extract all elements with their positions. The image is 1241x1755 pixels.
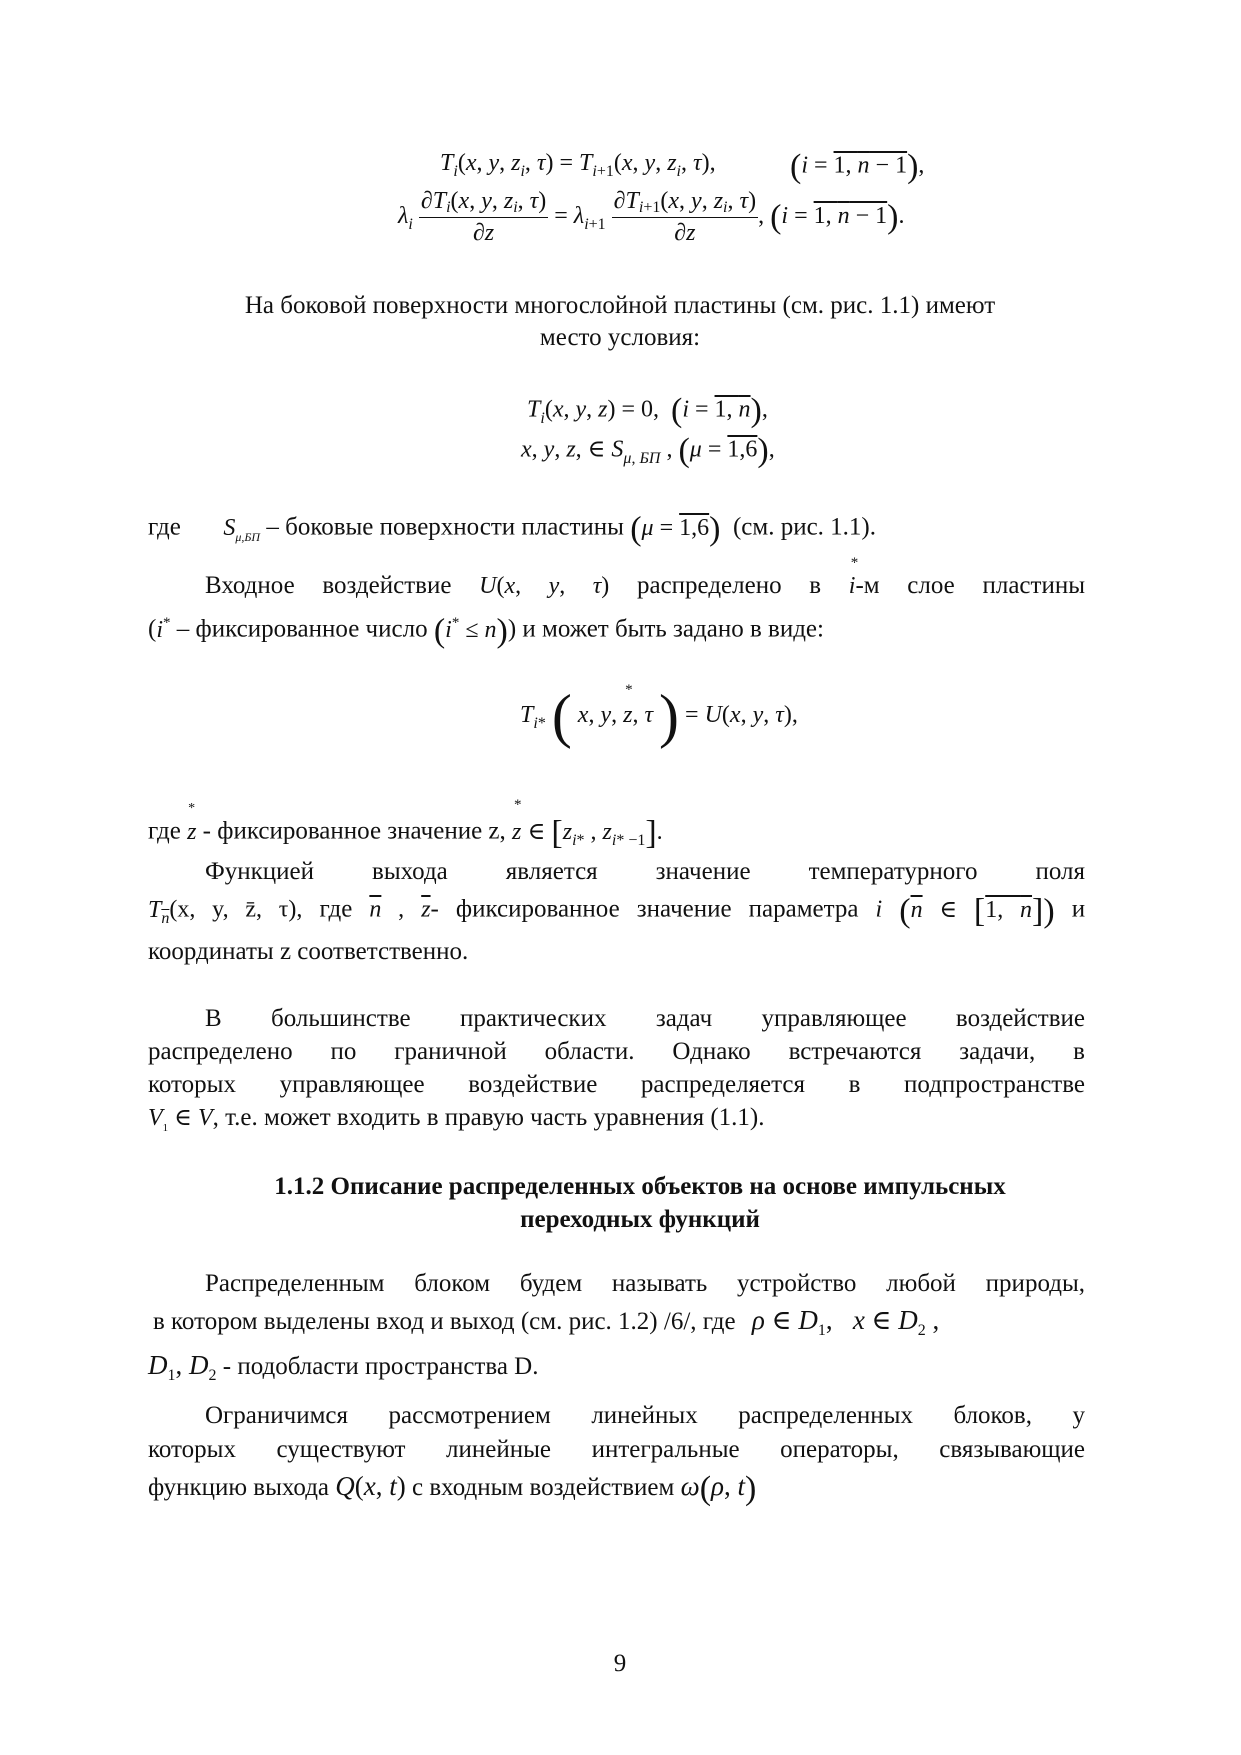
text-input-influence: Входное воздействие bbox=[205, 572, 452, 599]
paragraph-line: На боковой поверхности многослойной пластины (см. рис. 1.1) имеют bbox=[244, 292, 996, 319]
text-see-figure: (см. рис. 1.1). bbox=[732, 513, 877, 541]
text-layer: -м слое пластины bbox=[855, 572, 1086, 599]
paragraph-line: которых управляющее воздействие распределяется в подпространстве bbox=[148, 1071, 1085, 1098]
limit-line-1: Ограничимся рассмотрением линейных распределенных блоков, у bbox=[205, 1402, 1085, 1429]
text-side-surfaces: – боковые поверхности пластины bbox=[266, 513, 624, 541]
paragraph-line: место условия: bbox=[539, 324, 701, 351]
equation-continuity-temperature: $T_i(x$, y, $z_i$, $\tau) = T_{i+1}(x$, y, $z_i$, τ), bbox=[440, 150, 716, 180]
paragraph-line: В большинстве практических задач управляющее воздействие bbox=[205, 1005, 1085, 1032]
section-heading bbox=[140, 1170, 1140, 1236]
equation-boundary-zero: $T_i(x$, y, z) = 0, (i = 1, n), bbox=[527, 392, 768, 429]
text-fixed-z: - фиксированное значение z, bbox=[202, 817, 506, 845]
equation-boundary-surface: x, y, z, ∈ $S_{\mu, БП}$ , (μ = 1,6), bbox=[521, 432, 775, 469]
block-line-3: $D_1$, $D_2$ - подобласти пространства D. bbox=[148, 1350, 539, 1384]
paragraph-line: распределено по граничной области. Однако встречаются задачи, в bbox=[148, 1038, 1085, 1065]
text-and: и bbox=[1071, 895, 1086, 923]
text-block-definition: в котором выделены вход и выход (см. рис. 1.2) /6/, где bbox=[153, 1308, 736, 1335]
paragraph-side-surface bbox=[140, 290, 1100, 354]
text-right-side: , т.е. может входить в правую часть уравнения (1.1). bbox=[212, 1104, 765, 1131]
heading-line: 1.1.2 Описание распределенных объектов на основе импульсных bbox=[274, 1173, 1006, 1200]
text-arguments: (x, y, z̄, τ), bbox=[169, 896, 303, 923]
text-where: где bbox=[319, 895, 353, 923]
output-line-2: $T_{\overline{n}}(x$, y, z̄, τ), где $\overline{n}$ , $\overline{z}-$ фиксированное значение параметра i ($\overline{n}$ ∈ [1, n]) и bbox=[148, 892, 1086, 929]
where-surfaces-line: где $S_{\mu,БП}$ – боковые поверхности пластины (μ = 1,6) (см. рис. 1.1). bbox=[148, 510, 877, 547]
paragraph-line: $V_1$ ∈ V, т.е. может входить в правую часть уравнения (1.1). bbox=[148, 1104, 765, 1134]
input-line-1: Входное воздействие U(x, y, τ) распределено в i * -м слое пластины bbox=[205, 555, 1086, 599]
page-number: 9 bbox=[613, 1650, 627, 1677]
equation-continuity-flux: $\lambda_i$ $\frac{\partial Ti(x, y, zi, \tau)}{\partial z}$ = $\lambda_{i+1}$ $\frac{\partial Ti+1(x, y, zi, \tau)}{\partial z}$ , (i = 1, n − 1). bbox=[398, 188, 905, 246]
text-paren: ( bbox=[148, 615, 157, 643]
limit-line-3: функцию выхода Q(x, t) с входным воздействием ω(ρ, t) bbox=[148, 1470, 757, 1507]
text-fixed-number: – фиксированное число bbox=[176, 615, 428, 643]
text-where: где bbox=[148, 817, 181, 845]
text-output-function: функцию выхода bbox=[148, 1474, 330, 1502]
text-with-input: с входным воздействием bbox=[412, 1474, 675, 1502]
block-line-2: в котором выделены вход и выход (см. рис. 1.2) /6/, где ρ ∈ $D_1$, x ∈ $D_2$ , bbox=[153, 1305, 940, 1339]
output-line-3: координаты z соответственно. bbox=[148, 938, 469, 965]
input-line-2: (i* – фиксированное число (i* ≤ n)) и может быть задано в виде: bbox=[148, 612, 824, 649]
text-subdomains: - подобласти пространства D. bbox=[222, 1353, 539, 1380]
paragraph-control-action bbox=[148, 1002, 1085, 1139]
where-fixed-z-line: где z * - фиксированное значение z, z * ∈ [$z_{i*}$ , $z_{i* -1}$]. bbox=[148, 796, 663, 851]
text-can-be-given: ) и может быть задано в виде: bbox=[507, 615, 824, 643]
text-distributed-in: распределено в bbox=[636, 572, 822, 599]
heading-line: переходных функций bbox=[520, 1206, 760, 1233]
equation-range-1: (i = 1, n − 1), bbox=[790, 148, 925, 185]
text-output-function: Функцией выхода является значение температурного поля bbox=[205, 858, 1085, 885]
text-fixed-parameter: - фиксированное значение параметра bbox=[430, 895, 859, 923]
output-line-1 bbox=[205, 858, 1085, 886]
equation-input: $T_{i*}$ ( x, y, z * , τ ) = U(x, y, τ), bbox=[520, 682, 798, 749]
limit-line-2: которых существуют линейные интегральные операторы, связывающие bbox=[148, 1436, 1085, 1463]
element-of-symbol: ∈ bbox=[527, 818, 546, 845]
text-where: где bbox=[148, 513, 181, 541]
block-line-1: Распределенным блоком будем называть устройство любой природы, bbox=[205, 1270, 1085, 1297]
